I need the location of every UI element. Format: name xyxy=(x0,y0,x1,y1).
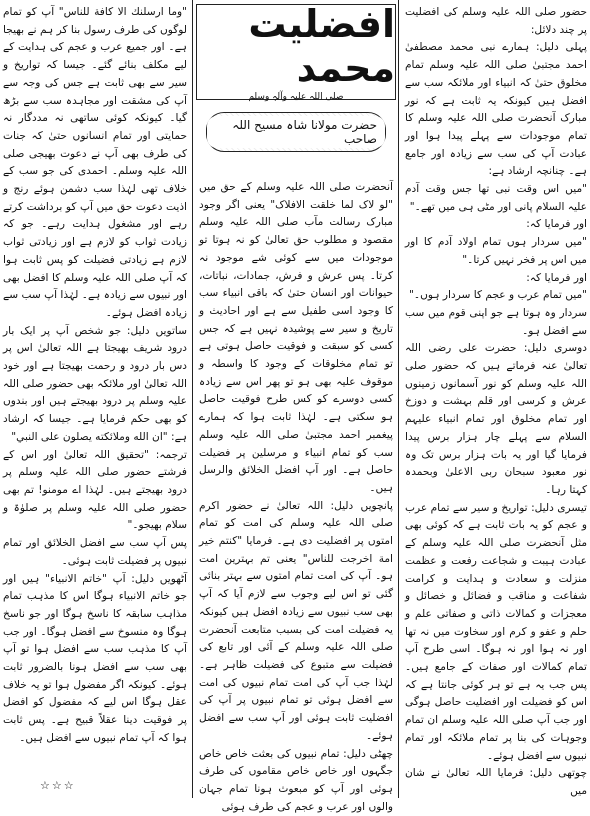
paragraph: چھٹی دلیل: تمام نبیوں کی بعثت خاص خاص جگہوں اور خاص خاص مقاموں کی طرف ہوئی اور آپ کو مبعوث ہونا تمام جہان والوں اور عرب و عجم کی طرف ہوئی xyxy=(199,746,393,816)
paragraph: پس آپ سب سے افضل الخلائق اور تمام نبیوں پر فضیلت ثابت ہوئی۔ xyxy=(3,535,187,570)
paragraph: ترجمہ: "تحقیق اللہ تعالیٰ اور اس کے فرشتے حضور صلی اللہ علیہ وسلم پر درود بھیجتے ہیں۔ لہٰذا اے مومنو! تم بھی حضور صلی اللہ علیہ وسلم پر صلوٰۃ و سلام بھیجو۔" xyxy=(3,447,187,536)
paragraph: "وما ارسلنك الا كافة للناس" آپ کو تمام لوگوں کی طرف رسول بنا کر ہم نے بھیجا ہے۔ اور جمیع عرب و عجم کی ہدایت کے لیے مکلف بنائے گئے۔ جیسا کہ تواریخ و سیر سے بھی ثابت ہے جس کی وجہ سے آپ کی مشقت اور مجاہدہ سب سے بڑھ گیا۔ کیونکہ کوئی ساتھی نہ مددگار نہ حمایتی اور تمام انسانوں حتیٰ کہ جنات کی طرف بھی آپ نے دعوت بھیجی صلی اللہ علیہ وسلم۔ احمدی کی جو سب کے خلاف تھی لہٰذا سب دشمن ہوئے رنج و اذیت دعوت حق میں آپ کو برداشت کرتے رہے اور مشغول ہدایت رہے۔ جو کہ زیادت ثواب کو لازم ہے اور زیادتی ثواب لازم ہے زیادتی فضیلت کو پس ثابت ہوا کہ آپ صلی اللہ علیہ وسلم کا افضل بھی اور نبیوں سے زیادہ ہے۔ لہٰذا آپ سب سے زیادہ افضل ہوئے۔ xyxy=(3,4,187,323)
column-divider xyxy=(398,0,399,798)
paragraph: آٹھویں دلیل: آپ "خاتم الانبیاء" ہیں اور جو خاتم الانبیاء ہوگا اس کا مذہب تمام مذاہب سابقہ کا ناسخ ہوگا اور جو ناسخ ہوگا وہ منسوخ سے افضل ہوگا۔ اور جب آپ کا مذہب سب سے افضل ہوا تو آپ بھی سب سے افضل ہونا بالضرور ثابت ہوئے۔ کیونکہ اگر مفضول ہوا تو یہ خلاف عقل ہوگا اس لیے کہ مفضول کو افضل پر فوقیت دینا عقلاً قبیح ہے۔ پس ثابت ہوا کہ آپ تمام نبیوں سے افضل ہیں۔ xyxy=(3,571,187,748)
paragraph: پہلی دلیل: ہمارے نبی محمد مصطفیٰ احمد مجتبیٰ صلی اللہ علیہ وسلم تمام مخلوق حتیٰ کہ انبیاء اور ملائکہ سب سے افضل ہیں کیونکہ یہ ثابت ہے کہ نور مبارک آنحضرت صلی اللہ علیہ وسلم کا تمام موجودات سے پہلے پیدا ہوا اور عبادت آپ کی سب سے زیادہ اور جامع ہے۔ چنانچہ ارشاد ہے: xyxy=(405,39,587,181)
author-name: حضرت مولانا شاہ مسیح اللہ صاحب xyxy=(207,116,385,148)
title-box xyxy=(196,4,396,100)
quote: "میں اس وقت نبی تھا جس وقت آدم علیہ السلام پانی اور مٹی ہی میں تھے۔" xyxy=(405,181,587,216)
column-left xyxy=(0,0,190,798)
quote: "میں سردار ہوں تمام اولاد آدم کا اور میں اس پر فخر نہیں کرتا۔" xyxy=(405,234,587,269)
paragraph: اور فرمایا کہ: xyxy=(405,216,587,234)
paragraph: تیسری دلیل: تواریخ و سیر سے تمام عرب و عجم کو یہ بات ثابت ہے کہ کوئی بھی مثل آنحضرت صلی اللہ علیہ وسلم کے عبادت ہیبت و شجاعت رفعت و عظمت منزلت و سعادت و ہدایت و کرامت شفاعت و مناقب و فضائل و خصائل و معجزات و کمالات ذاتی و صفاتی علم و حلم و عفو و کرم اور سخاوت میں نہ تھا اور نہ ہوا اور نہ ہوگا۔ اسی طرح آپ تمام کمالات اور صفات کے جامع ہیں۔ پس جب یہ ہے تو ہر کوئی جانتا ہے کہ اس کو فضیلت اور افضلیت حاصل ہوگی اور جب آپ صلی اللہ علیہ وسلم ان تمام وجوہات کی بنا پر تمام ملائکہ اور تمام نبیوں سے افضل ہوئے۔ xyxy=(405,500,587,766)
paragraph: چوتھی دلیل: فرمایا اللہ تعالیٰ نے شان میں xyxy=(405,765,587,800)
author-banner xyxy=(206,112,386,152)
paragraph: پانچویں دلیل: اللہ تعالیٰ نے حضور اکرم صلی اللہ علیہ وسلم کی امت کو تمام امتوں پر افضلیت دی ہے۔ فرمایا "كنتم خير امة اخرجت للناس" یعنی تم بہترین امت ہو۔ آپ کی امت تمام امتوں سے بہتر بنائی گئی تو اس لیے وجوب سے لازم آیا کہ آپ بھی سب نبیوں سے زیادہ افضل ہیں کیونکہ یہ فضیلت امت کی بسبب متابعت آنحضرت صلی اللہ علیہ وسلم کے آئی اور تابع کی فضیلت سے متبوع کی فضیلت ظاہر ہے۔ لہٰذا جب آپ کی امت تمام نبیوں کی امت سے افضل ہوئی تو تمام نبیوں پر آپ کی افضلیت ثابت ہوئی اور آپ سب سے افضل ہوئے۔ xyxy=(199,498,393,746)
title-honorific: صلی اللہ علیہ وآلہٖ وسلم xyxy=(248,92,343,102)
end-stars: ☆☆☆ xyxy=(40,779,76,792)
column-right xyxy=(402,0,590,798)
quote: "میں تمام عرب و عجم کا سردار ہوں۔" xyxy=(405,287,587,305)
column-divider xyxy=(192,0,193,798)
paragraph: ساتویں دلیل: جو شخص آپ پر ایک بار درود شریف بھیجتا ہے اللہ تعالیٰ اس پر دس بار درود و رحمت بھیجتا ہے اور خود اللہ تعالیٰ اور ملائکہ بھی حضور صلی اللہ علیہ وسلم پر درود بھیجتے ہیں اور بندوں کو بھی حکم فرمایا ہے۔ جیسا کہ ارشاد ہے: "ان الله وملائكته يصلون على النبي" xyxy=(3,323,187,447)
paragraph: دوسری دلیل: حضرت علی رضی اللہ تعالیٰ عنہ فرماتے ہیں کہ حضور صلی اللہ علیہ وسلم کو نور آسمانوں زمینوں عرش و کرسی اور قلم بہشت و دوزخ اور تمام مخلوق اور تمام انبیاء علیہم السلام سے پہلے چار ہزار برس پیدا فرمایا گیا اور یہ بات ہزار برس تک وہ نور معبود سبحان ربی الاعلیٰ وبحمدہ کہتا رہا۔ xyxy=(405,340,587,499)
page-title: افضلیت محمد xyxy=(197,2,395,90)
paragraph: آنحضرت صلی اللہ علیہ وسلم کے حق میں "لو لاک لما خلقت الافلاک" یعنی اگر وجود مبارک رسالت مآب صلی اللہ علیہ وسلم مقصود و مطلوب حق تعالیٰ کو نہ ہوتا تو موجودات میں سے کوئی شے موجود نہ کرتا۔ پس عرش و فرش، جمادات، نباتات، حیوانات اور انسان حتیٰ کہ باقی انبیاء سب کا وجود اسی طفیل سے ہے اور احادیث و تاریخ و سیر سے پوشیدہ نہیں ہے کہ جس کسی کو سبقت و فوقیت حاصل ہوتی ہے تو تمام مخلوقات کے وجود کا واسطہ و موقوف علیہ بھی ہو تو پھر اس سے زیادہ کسی دوسرے کو کس طرح فوقیت حاصل ہو سکتی ہے۔ لہٰذا ثابت ہوا کہ ہمارے پیغمبر احمد مجتبیٰ صلی اللہ علیہ وسلم سب کو تمام انبیاء و مرسلین پر فضیلت حاصل ہے۔ اور آپ افضل الخلائق والرسل ہیں۔ xyxy=(199,179,393,498)
paragraph: سردار وہ ہوتا ہے جو اپنی قوم میں سب سے افضل ہو۔ xyxy=(405,305,587,340)
paragraph: حضور صلی اللہ علیہ وسلم کی افضلیت پر چند دلائل: xyxy=(405,4,587,39)
column-middle xyxy=(196,175,396,798)
paragraph: اور فرمایا کہ: xyxy=(405,270,587,288)
